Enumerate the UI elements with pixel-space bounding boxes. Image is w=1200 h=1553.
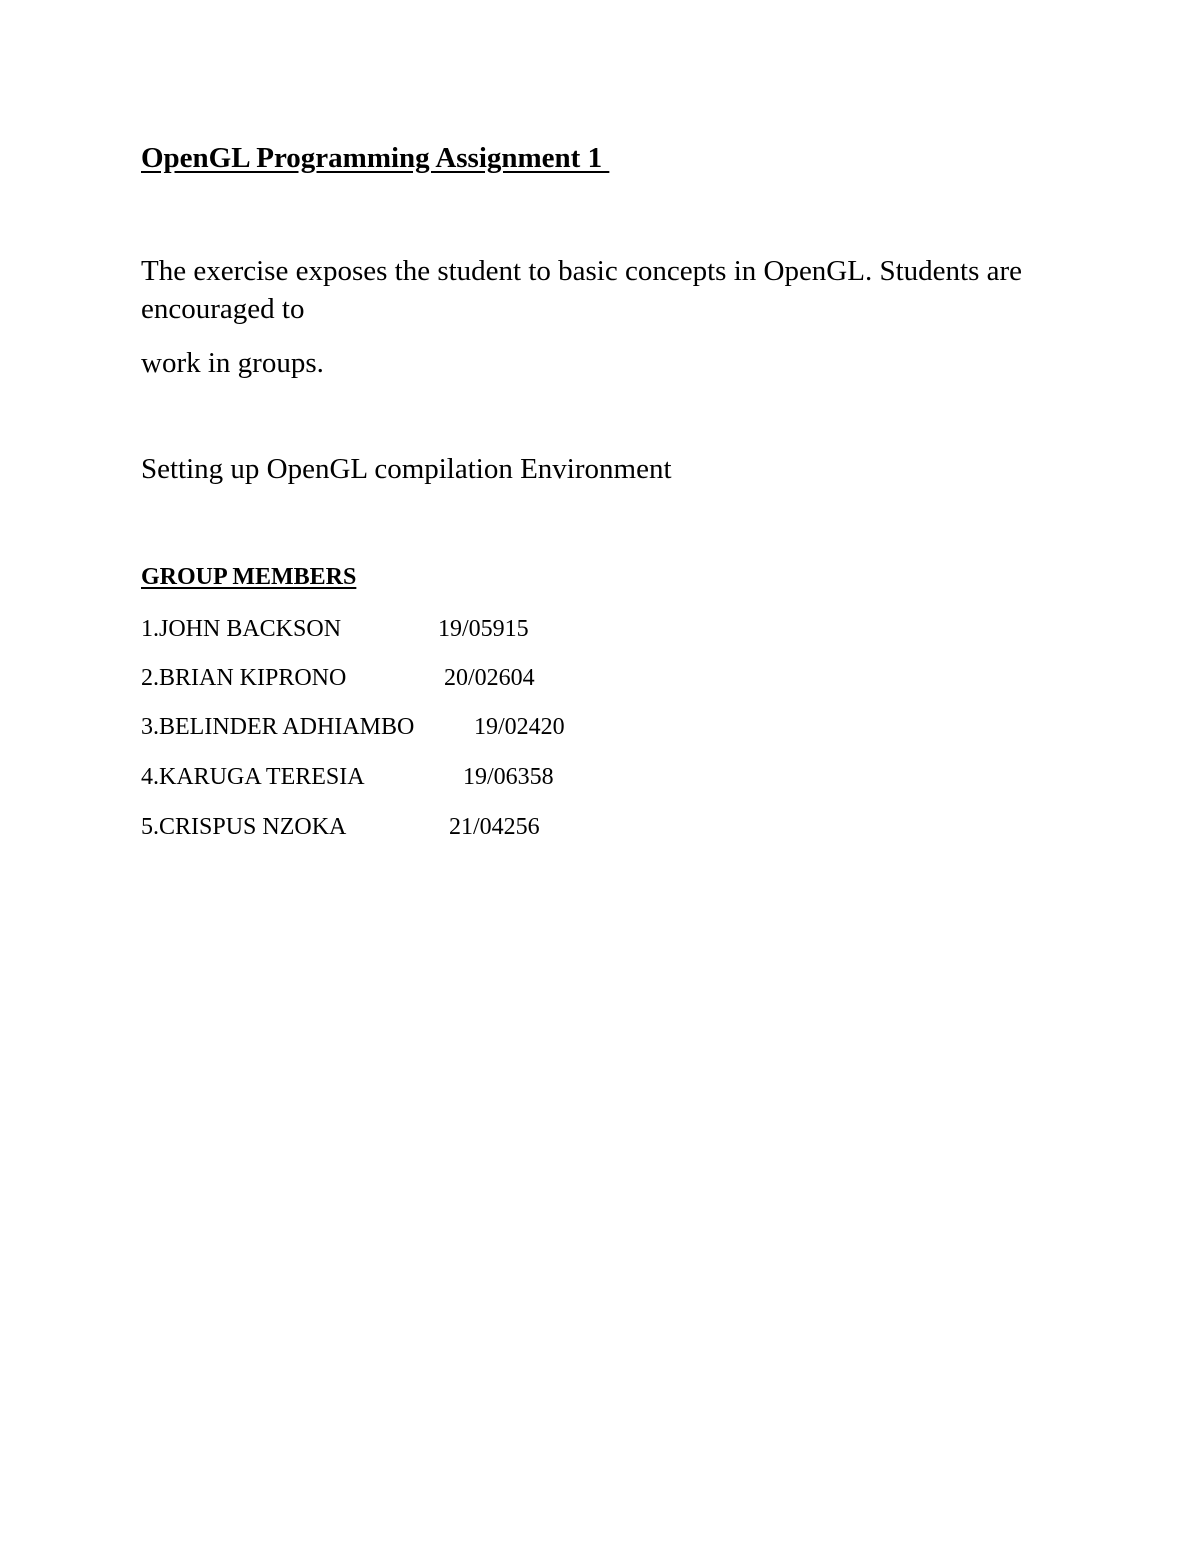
member-reg-number: 19/02420	[474, 714, 565, 740]
member-name: 4.KARUGA TERESIA	[141, 764, 365, 790]
member-row	[141, 665, 535, 692]
member-row	[141, 714, 565, 741]
member-reg-number: 19/06358	[463, 764, 554, 790]
member-reg-number: 20/02604	[444, 665, 535, 691]
member-row	[141, 814, 540, 841]
document-title: OpenGL Programming Assignment 1	[141, 142, 610, 174]
member-row	[141, 616, 529, 643]
member-reg-number: 19/05915	[438, 616, 529, 642]
member-name: 2.BRIAN KIPRONO	[141, 665, 347, 691]
group-members-heading: GROUP MEMBERS	[141, 564, 357, 590]
section-subtitle: Setting up OpenGL compilation Environment	[141, 453, 672, 485]
member-name: 5.CRISPUS NZOKA	[141, 814, 347, 840]
member-name: 1.JOHN BACKSON	[141, 616, 342, 642]
member-row	[141, 764, 554, 791]
member-name: 3.BELINDER ADHIAMBO	[141, 714, 415, 740]
intro-paragraph-continued: work in groups.	[141, 347, 324, 379]
member-reg-number: 21/04256	[449, 814, 540, 840]
intro-paragraph: The exercise exposes the student to basic concepts in OpenGL. Students are encouraged to	[141, 255, 1023, 325]
